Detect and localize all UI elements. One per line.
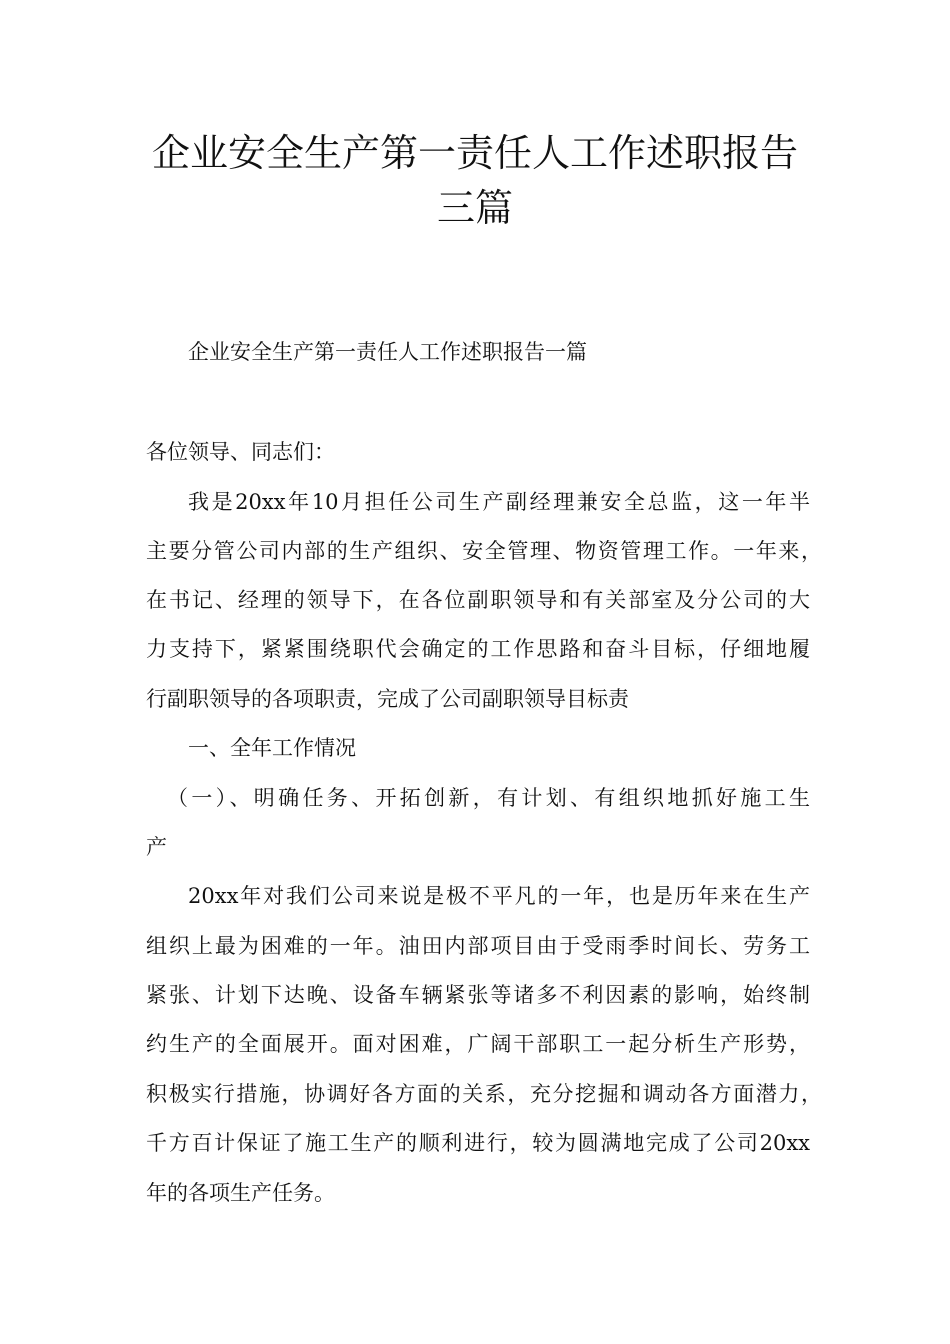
document-title-line-2: 三篇: [436, 186, 513, 230]
body-line: 组织上最为困难的一年。油田内部项目由于受雨季时间长、劳务工: [146, 934, 810, 958]
salutation: 各位领导、同志们：: [146, 440, 335, 464]
body-line: 我是20xx年10月担任公司生产副经理兼安全总监，这一年半: [188, 490, 810, 514]
body-line: 紧张、计划下达晚、设备车辆紧张等诸多不利因素的影响，始终制: [146, 983, 810, 1007]
body-line: 主要分管公司内部的生产组织、安全管理、物资管理工作。一年来，: [146, 539, 822, 563]
subsection-heading: 一、全年工作情况: [188, 736, 356, 760]
body-line: 行副职领导的各项职责，完成了公司副职领导目标责: [146, 687, 629, 711]
body-line: 积极实行措施，协调好各方面的关系，充分挖掘和调动各方面潜力，: [146, 1082, 822, 1106]
document-title-line-1: 企业安全生产第一责任人工作述职报告: [151, 131, 798, 175]
body-line: 在书记、经理的领导下，在各位副职领导和有关部室及分公司的大: [146, 588, 810, 612]
body-line: 年的各项生产任务。: [146, 1181, 335, 1205]
body-line: 产: [146, 835, 167, 859]
body-line: 千方百计保证了施工生产的顺利进行，较为圆满地完成了公司20xx: [146, 1131, 810, 1155]
body-line: 约生产的全面展开。面对困难，广阔干部职工一起分析生产形势，: [146, 1032, 810, 1056]
body-line: 20xx年对我们公司来说是极不平凡的一年，也是历年来在生产: [188, 884, 810, 908]
subsection-heading: （一）、明确任务、开拓创新，有计划、有组织地抓好施工生: [167, 786, 810, 810]
section-heading: 企业安全生产第一责任人工作述职报告一篇: [188, 340, 587, 364]
body-line: 力支持下，紧紧围绕职代会确定的工作思路和奋斗目标，仔细地履: [146, 637, 810, 661]
